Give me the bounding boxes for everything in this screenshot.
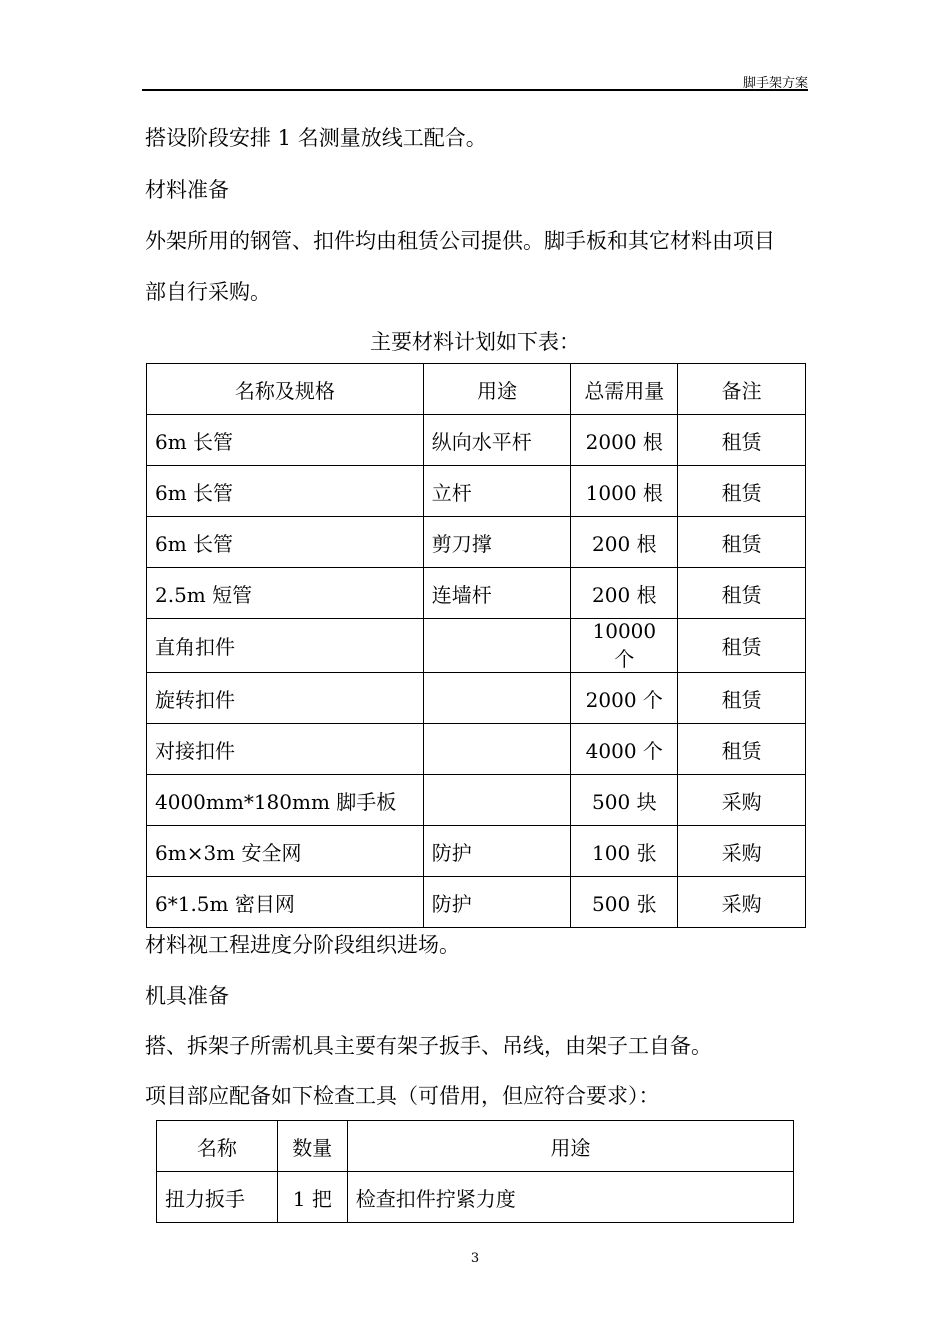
cell-tool-name: 扭力扳手 <box>157 1172 278 1223</box>
cell-remark: 租赁 <box>678 724 806 775</box>
cell-remark: 采购 <box>678 877 806 928</box>
cell-usage: 防护 <box>423 826 571 877</box>
paragraph-material-source: 外架所用的钢管、扣件均由租赁公司提供。脚手板和其它材料由项目 <box>145 229 775 253</box>
cell-name: 4000mm*180mm 脚手板 <box>147 775 424 826</box>
cell-name: 6m 长管 <box>147 415 424 466</box>
cell-remark: 租赁 <box>678 517 806 568</box>
cell-quantity: 200 根 <box>571 517 678 568</box>
cell-quantity: 500 张 <box>571 877 678 928</box>
cell-quantity: 1000 根 <box>571 466 678 517</box>
cell-usage: 立杆 <box>423 466 571 517</box>
table-row <box>147 673 806 724</box>
cell-usage: 剪刀撑 <box>423 517 571 568</box>
cell-remark: 采购 <box>678 775 806 826</box>
cell-name: 对接扣件 <box>147 724 424 775</box>
cell-usage: 防护 <box>423 877 571 928</box>
cell-usage <box>423 724 571 775</box>
paragraph-material-source-cont: 部自行采购。 <box>145 280 271 304</box>
cell-name: 6m 长管 <box>147 517 424 568</box>
materials-table <box>146 363 806 928</box>
cell-remark: 租赁 <box>678 673 806 724</box>
cell-quantity: 500 块 <box>571 775 678 826</box>
table-row <box>147 826 806 877</box>
header-cell-name: 名称及规格 <box>147 364 424 415</box>
cell-quantity: 10000 个 <box>571 619 678 673</box>
header-cell-usage: 用途 <box>423 364 571 415</box>
cell-quantity: 4000 个 <box>571 724 678 775</box>
page-number: 3 <box>470 1251 480 1266</box>
cell-quantity: 100 张 <box>571 826 678 877</box>
header-cell-tool-name: 名称 <box>157 1121 278 1172</box>
cell-name: 6m×3m 安全网 <box>147 826 424 877</box>
cell-quantity: 2000 个 <box>571 673 678 724</box>
cell-remark: 采购 <box>678 826 806 877</box>
cell-name: 旋转扣件 <box>147 673 424 724</box>
cell-name: 直角扣件 <box>147 619 424 673</box>
header-rule <box>142 89 808 91</box>
cell-usage: 连墙杆 <box>423 568 571 619</box>
cell-usage <box>423 775 571 826</box>
table-row <box>147 877 806 928</box>
table-row <box>147 517 806 568</box>
cell-remark: 租赁 <box>678 415 806 466</box>
cell-remark: 租赁 <box>678 619 806 673</box>
paragraph-survey-worker: 搭设阶段安排 1 名测量放线工配合。 <box>145 126 487 150</box>
table-row <box>147 415 806 466</box>
cell-remark: 租赁 <box>678 568 806 619</box>
cell-name: 6*1.5m 密目网 <box>147 877 424 928</box>
table-caption: 主要材料计划如下表： <box>370 330 580 354</box>
header-cell-tool-usage: 用途 <box>347 1121 793 1172</box>
cell-name: 6m 长管 <box>147 466 424 517</box>
heading-equipment-preparation: 机具准备 <box>145 984 229 1008</box>
materials-table-header-row <box>147 364 806 415</box>
paragraph-inspection-tools: 项目部应配备如下检查工具（可借用，但应符合要求）： <box>145 1084 660 1108</box>
table-row <box>147 724 806 775</box>
table-row <box>147 775 806 826</box>
cell-name: 2.5m 短管 <box>147 568 424 619</box>
table-row <box>147 568 806 619</box>
header-title: 脚手架方案 <box>742 76 808 91</box>
paragraph-material-schedule: 材料视工程进度分阶段组织进场。 <box>145 933 460 957</box>
cell-usage: 纵向水平杆 <box>423 415 571 466</box>
cell-quantity: 2000 根 <box>571 415 678 466</box>
cell-tool-quantity: 1 把 <box>277 1172 347 1223</box>
cell-remark: 租赁 <box>678 466 806 517</box>
cell-usage <box>423 673 571 724</box>
table-row <box>147 619 806 673</box>
tools-table <box>156 1120 794 1223</box>
header-cell-quantity: 总需用量 <box>571 364 678 415</box>
heading-material-preparation: 材料准备 <box>145 178 229 202</box>
paragraph-equipment-source: 搭、拆架子所需机具主要有架子扳手、吊线，由架子工自备。 <box>145 1034 712 1058</box>
header-cell-remark: 备注 <box>678 364 806 415</box>
cell-usage <box>423 619 571 673</box>
header-cell-tool-quantity: 数量 <box>277 1121 347 1172</box>
cell-tool-usage: 检查扣件拧紧力度 <box>347 1172 793 1223</box>
tools-table-header-row <box>157 1121 794 1172</box>
table-row <box>147 466 806 517</box>
table-row <box>157 1172 794 1223</box>
cell-quantity: 200 根 <box>571 568 678 619</box>
